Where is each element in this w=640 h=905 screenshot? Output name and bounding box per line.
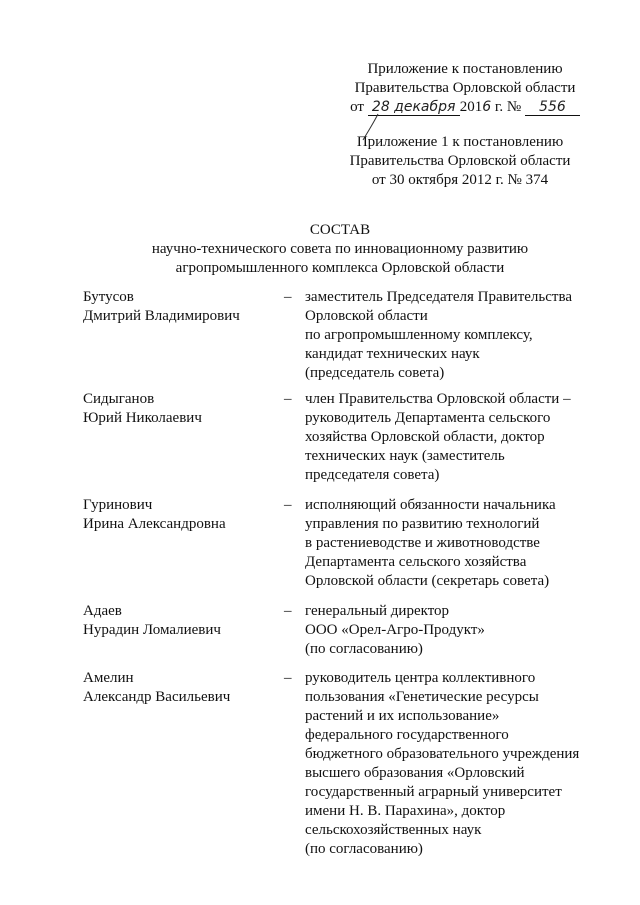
role-line: сельскохозяйственных наук (305, 822, 482, 838)
role-line: Орловской области (секретарь совета) (305, 573, 550, 589)
member-entry (83, 390, 603, 496)
member-given-names: Дмитрий Владимирович (83, 308, 240, 324)
member-entry (83, 669, 603, 869)
member-given-names: Александр Васильевич (83, 689, 231, 705)
role-line: (председатель совета) (305, 365, 445, 381)
role-line: член Правительства Орловской области – (305, 391, 571, 407)
document-title (80, 221, 600, 278)
member-dash: – (284, 670, 292, 686)
role-line: государственный аграрный университет (305, 784, 562, 800)
role-line: Орловской области (305, 308, 428, 324)
role-line: (по согласованию) (305, 641, 423, 657)
date-prefix: от (350, 99, 364, 115)
role-line: ООО «Орел-Агро-Продукт» (305, 622, 485, 638)
member-entry (83, 288, 603, 390)
appendix-header-line1: Приложение к постановлению (367, 61, 563, 77)
handwritten-year-digit: 6 (482, 99, 492, 115)
number-prefix: г. № (494, 99, 522, 115)
resolution-date-line (290, 98, 640, 117)
title-line3: агропромышленного комплекса Орловской области (175, 260, 505, 276)
member-role (305, 288, 603, 383)
role-line: исполняющий обязанности начальника (305, 497, 556, 513)
role-line: высшего образования «Орловский (305, 765, 525, 781)
member-dash: – (284, 603, 292, 619)
member-role (305, 602, 603, 659)
role-line: пользования «Генетические ресурсы (305, 689, 539, 705)
role-line: Департамента сельского хозяйства (305, 554, 527, 570)
member-surname: Амелин (83, 670, 134, 686)
member-dash: – (284, 497, 292, 513)
member-dash: – (284, 289, 292, 305)
title-line2: научно-технического совета по инновационному развитию (151, 241, 529, 257)
role-line: руководитель Департамента сельского (305, 410, 551, 426)
role-line: кандидат технических наук (305, 346, 480, 362)
handwritten-date: 28 декабря (368, 100, 460, 116)
member-name (83, 288, 268, 326)
member-entry (83, 496, 603, 602)
members-list (83, 288, 603, 869)
title-heading: СОСТАВ (309, 222, 371, 238)
member-name (83, 496, 268, 534)
member-surname: Гуринович (83, 497, 153, 513)
role-line: заместитель Председателя Правительства (305, 289, 573, 305)
role-line: растений и их использование» (305, 708, 500, 724)
member-surname: Бутусов (83, 289, 134, 305)
role-line: по агропромышленному комплексу, (305, 327, 533, 343)
role-line: руководитель центра коллективного (305, 670, 536, 686)
role-line: имени Н. В. Парахина», доктор (305, 803, 506, 819)
role-line: федерального государственного (305, 727, 509, 743)
member-entry (83, 602, 603, 669)
member-given-names: Юрий Николаевич (83, 410, 202, 426)
member-dash: – (284, 391, 292, 407)
appendix-1-line2: Правительства Орловской области (349, 153, 571, 169)
role-line: в растениеводстве и животноводстве (305, 535, 540, 551)
appendix-header-line2: Правительства Орловской области (354, 80, 576, 96)
member-surname: Адаев (83, 603, 122, 619)
handwritten-resolution-number: 556 (525, 100, 580, 116)
role-line: (по согласованию) (305, 841, 423, 857)
member-name (83, 669, 268, 707)
role-line: технических наук (заместитель (305, 448, 505, 464)
member-surname: Сидыганов (83, 391, 155, 407)
member-role (305, 496, 603, 591)
appendix-header (290, 60, 640, 117)
member-role (305, 390, 603, 485)
role-line: председателя совета) (305, 467, 440, 483)
appendix-1-line3: от 30 октября 2012 г. № 374 (371, 172, 549, 188)
member-role (305, 669, 603, 859)
role-line: управления по развитию технологий (305, 516, 540, 532)
member-name (83, 390, 268, 428)
member-given-names: Нурадин Ломалиевич (83, 622, 221, 638)
year-printed: 201 (459, 99, 483, 115)
appendix-1-line1: Приложение 1 к постановлению (356, 134, 564, 150)
appendix-1-block (310, 133, 610, 190)
role-line: бюджетного образовательного учреждения (305, 746, 580, 762)
role-line: хозяйства Орловской области, доктор (305, 429, 545, 445)
member-given-names: Ирина Александровна (83, 516, 226, 532)
member-name (83, 602, 268, 640)
role-line: генеральный директор (305, 603, 450, 619)
